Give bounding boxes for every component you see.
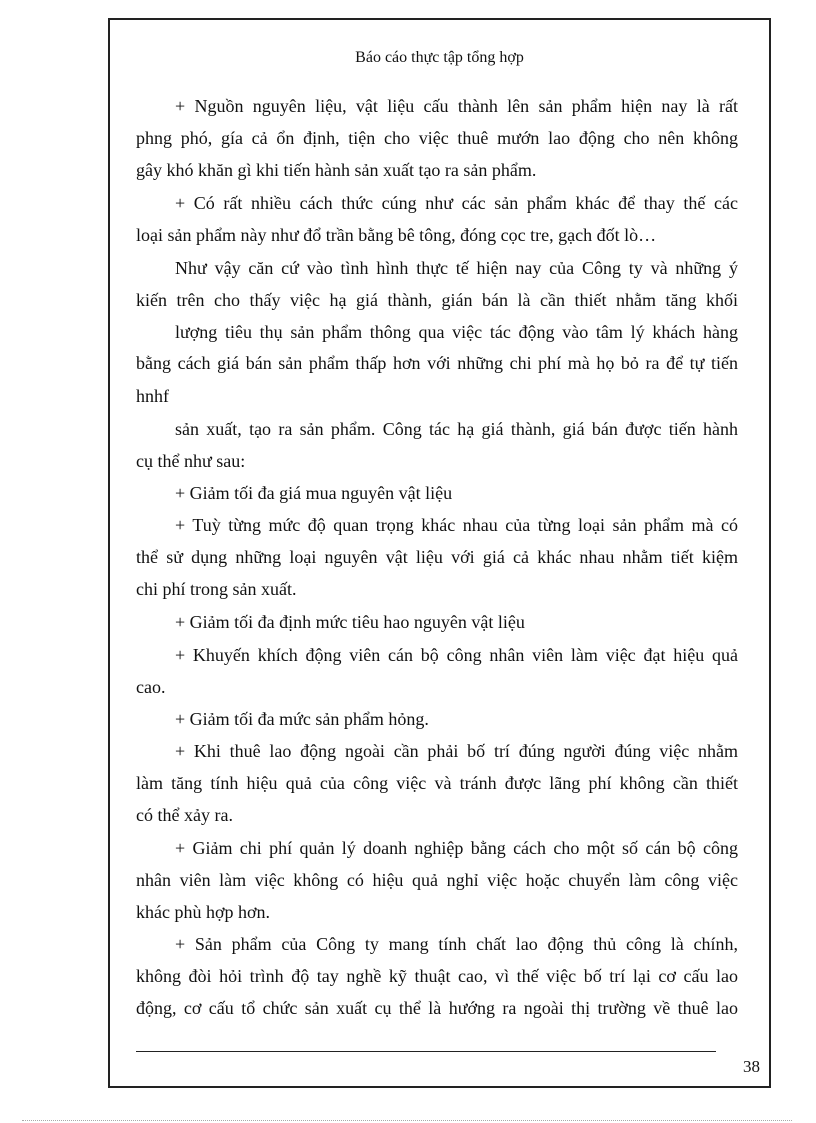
body-line: cụ thể như sau:: [136, 451, 246, 471]
body-line: bằng cách giá bán sản phẩm thấp hơn với những chi phí mà họ bỏ ra để tự tiến: [136, 353, 738, 373]
body-line: động, cơ cấu tổ chức sản xuất cụ thể là hướng ra ngoài thị trường về thuê lao: [136, 998, 738, 1018]
body-line: + Có rất nhiều cách thức cúng như các sản phẩm khác để thay thế các: [175, 193, 738, 213]
body-line: cao.: [136, 677, 166, 697]
body-line: + Sản phẩm của Công ty mang tính chất lao động thủ công là chính,: [175, 934, 738, 954]
body-line: làm tăng tính hiệu quả của công việc và tránh được lãng phí không cần thiết: [136, 773, 738, 793]
body-line: chi phí trong sản xuất.: [136, 579, 297, 599]
page-header-title: Báo cáo thực tập tổng hợp: [355, 49, 524, 66]
body-line: nhân viên làm việc không có hiệu quả nghỉ việc hoặc chuyển làm công việc: [136, 870, 738, 890]
body-line: khác phù hợp hơn.: [136, 902, 271, 922]
body-line: thể sử dụng những loại nguyên vật liệu với giá cả khác nhau nhằm tiết kiệm: [136, 547, 738, 567]
body-line: + Khuyến khích động viên cán bộ công nhân viên làm việc đạt hiệu quả: [175, 645, 738, 665]
body-line: + Tuỳ từng mức độ quan trọng khác nhau của từng loại sản phẩm mà có: [175, 515, 738, 535]
body-line: + Khi thuê lao động ngoài cần phải bố trí đúng người đúng việc nhằm: [175, 741, 738, 761]
page-bottom-divider: [22, 1120, 792, 1121]
body-line: + Giảm chi phí quản lý doanh nghiệp bằng cách cho một số cán bộ công: [175, 838, 738, 858]
body-line: gây khó khăn gì khi tiến hành sản xuất tạo ra sản phẩm.: [136, 160, 537, 180]
body-line: loại sản phẩm này như đổ trần bằng bê tông, đóng cọc tre, gạch đốt lò…: [136, 225, 657, 245]
body-line: phng phó, gía cả ổn định, tiện cho việc thuê mướn lao động cho nên không: [136, 128, 738, 148]
body-line: sản xuất, tạo ra sản phẩm. Công tác hạ giá thành, giá bán được tiến hành: [175, 419, 738, 439]
body-line: kiến trên cho thấy việc hạ giá thành, gián bán là cần thiết nhằm tăng khối: [136, 290, 738, 310]
page-number: 38: [743, 1057, 760, 1076]
body-line: lượng tiêu thụ sản phẩm thông qua việc tác động vào tâm lý khách hàng: [175, 322, 738, 342]
footer-rule: [136, 1051, 716, 1052]
body-line: + Giảm tối đa định mức tiêu hao nguyên vật liệu: [175, 612, 525, 632]
body-line: có thể xảy ra.: [136, 805, 233, 825]
body-line: hnhf: [136, 386, 169, 406]
body-line: + Nguồn nguyên liệu, vật liệu cấu thành lên sản phẩm hiện nay là rất: [175, 96, 738, 116]
body-line: + Giảm tối đa mức sản phẩm hỏng.: [175, 709, 429, 729]
body-line: Như vậy căn cứ vào tình hình thực tế hiện nay của Công ty và những ý: [175, 258, 738, 278]
body-line: + Giảm tối đa giá mua nguyên vật liệu: [175, 483, 453, 503]
body-line: không đòi hỏi trình độ tay nghề kỹ thuật cao, vì thế việc bố trí lại cơ cấu lao: [136, 966, 738, 986]
